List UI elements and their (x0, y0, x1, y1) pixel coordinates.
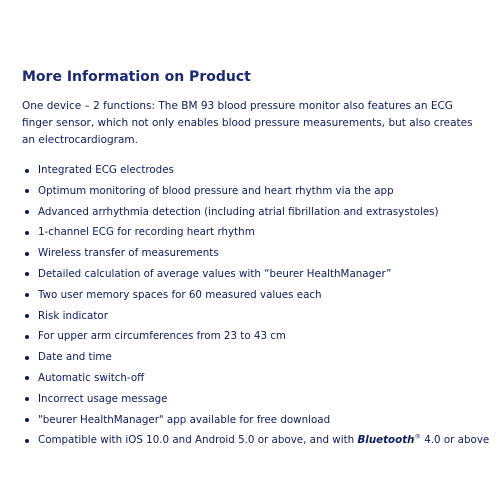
feature-list (22, 160, 490, 451)
bullet-icon (25, 189, 29, 193)
feature-item (22, 181, 480, 202)
bullet-icon (25, 397, 29, 401)
feature-item (22, 243, 480, 264)
feature-text: Wireless transfer of measurements (38, 247, 219, 260)
feature-item (22, 326, 480, 347)
intro-paragraph: One device – 2 functions: The BM 93 blood pressure monitor also features an ECG finger sensor, which not only enables blood pressure measurements, but also creates an electrocardiogram. (22, 100, 473, 146)
bullet-icon (25, 272, 29, 276)
bullet-icon (25, 335, 29, 339)
bullet-icon (25, 293, 29, 297)
feature-text: 1-channel ECG for recording heart rhythm (38, 226, 255, 239)
feature-text: Risk indicator (38, 309, 108, 322)
section-title: More Information on Product (22, 69, 251, 85)
compatibility-suffix: 4.0 or above (420, 434, 490, 447)
feature-text: For upper arm circumferences from 23 to 43 cm (38, 330, 286, 343)
bullet-icon (25, 314, 29, 318)
bullet-icon (25, 418, 29, 422)
feature-item (22, 368, 480, 389)
registered-mark: ® (414, 432, 421, 441)
feature-text: "beurer HealthManager" app available for free download (38, 413, 331, 426)
feature-text: Optimum monitoring of blood pressure and heart rhythm via the app (38, 184, 394, 197)
feature-text: Date and time (38, 351, 112, 364)
feature-item (22, 202, 480, 223)
feature-item (22, 264, 480, 285)
feature-text: Advanced arrhythmia detection (including atrial fibrillation and extrasystoles) (38, 205, 439, 218)
feature-text: Detailed calculation of average values with “beurer HealthManager” (38, 267, 392, 280)
feature-text: Integrated ECG electrodes (38, 164, 174, 176)
feature-item (22, 222, 480, 243)
bullet-icon (25, 376, 29, 380)
feature-item-compatibility (22, 430, 490, 451)
bullet-icon (25, 210, 29, 214)
feature-item (22, 410, 480, 431)
feature-item (22, 160, 480, 181)
bullet-icon (25, 252, 29, 256)
feature-item (22, 347, 480, 368)
bullet-icon (25, 439, 29, 443)
feature-text: Incorrect usage message (38, 392, 168, 405)
bullet-icon (25, 356, 29, 360)
feature-item (22, 285, 480, 306)
feature-text: Two user memory spaces for 60 measured values each (38, 288, 322, 301)
feature-item (22, 389, 480, 410)
feature-text: Automatic switch-off (38, 371, 145, 384)
bluetooth-brand: Bluetooth (357, 434, 415, 447)
bullet-icon (25, 169, 29, 173)
feature-item (22, 306, 480, 327)
bullet-icon (25, 231, 29, 235)
compatibility-prefix: Compatible with iOS 10.0 and Android 5.0 or above, and with (38, 434, 358, 447)
